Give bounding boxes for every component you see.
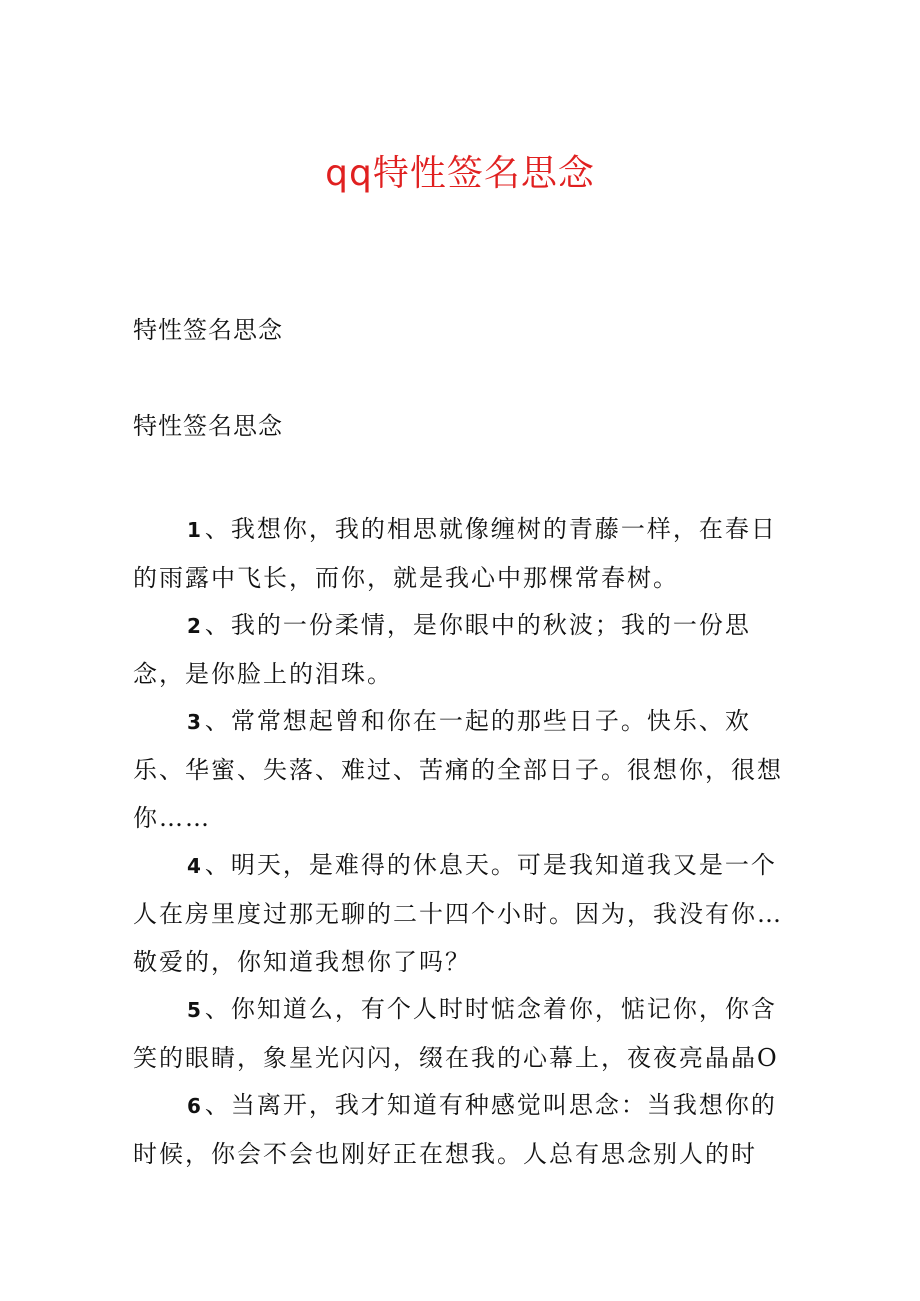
item-text: 、当离开，我才知道有种感觉叫思念：当我想你的时候，你会不会也刚好正在想我。人总有思念别人的时 <box>133 1091 777 1168</box>
list-item <box>133 985 793 1082</box>
list-item <box>133 697 793 842</box>
item-text: 、明天，是难得的休息天。可是我知道我又是一个人在房里度过那无聊的二十四个小时。因为，我没有你…敬爱的，你知道我想你了吗？ <box>133 851 783 976</box>
item-number: 4 <box>187 854 203 878</box>
list-item <box>133 841 793 986</box>
document-title: qq特性签名思念 <box>325 153 595 194</box>
item-text: 、你知道么，有个人时时惦念着你，惦记你，你含笑的眼睛，象星光闪闪，缀在我的心幕上，夜夜亮晶晶O <box>133 995 779 1072</box>
item-text: 、常常想起曾和你在一起的那些日子。快乐、欢乐、华蜜、失落、难过、苦痛的全部日子。很想你，很想你…… <box>133 707 783 832</box>
item-text: 、我想你，我的相思就像缠树的青藤一样，在春日的雨露中飞长，而你，就是我心中那棵常春树。 <box>133 515 777 592</box>
list-item <box>133 1081 793 1178</box>
list-item <box>133 601 793 698</box>
item-number: 2 <box>187 614 203 638</box>
item-number: 6 <box>187 1094 203 1118</box>
document-body <box>133 505 793 1177</box>
item-number: 5 <box>187 998 203 1022</box>
section-heading: 特性签名思念 <box>133 412 283 440</box>
item-number: 3 <box>187 710 203 734</box>
item-text: 、我的一份柔情，是你眼中的秋波；我的一份思念，是你脸上的泪珠。 <box>133 611 751 688</box>
list-item <box>133 505 793 602</box>
item-number: 1 <box>187 518 203 542</box>
section-heading: 特性签名思念 <box>133 316 283 344</box>
